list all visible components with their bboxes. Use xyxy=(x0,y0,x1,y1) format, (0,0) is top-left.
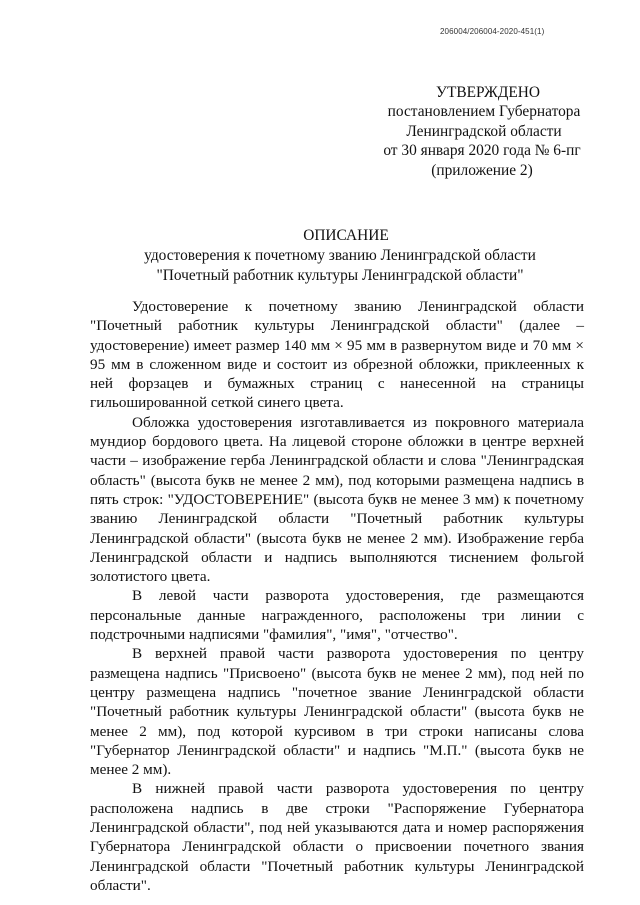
approval-line: Ленинградской области xyxy=(406,122,562,140)
document-heading xyxy=(90,226,590,285)
document-body xyxy=(90,297,584,895)
body-paragraph: В левой части разворота удостоверения, где размещаются персональные данные награжденного, расположены три линии с подстрочными надписями "фамилия", "имя", "отчество". xyxy=(90,587,584,644)
body-paragraph: Обложка удостоверения изготавливается из покровного материала мундиор бордового цвета. На лицевой стороне обложки в центре верхней части – изображение герба Ленинградской области и слова "Ленинградская область" (высота букв не менее 2 мм), под которыми размещена надпись в пять строк: "УДОСТОВЕРЕНИЕ" (высота букв не менее 3 мм) к почетному званию Ленинградской области "Почетный работник культуры Ленинградской области" (высота букв не менее 2 мм). Изображение герба Ленинградской области и надпись выполняются тиснением фольгой золотистого цвета. xyxy=(90,413,584,586)
approval-block xyxy=(366,83,586,180)
body-paragraph: Удостоверение к почетному званию Ленинградской области "Почетный работник культуры Ленинградской области" (далее – удостоверение) имеет размер 140 мм × 95 мм в развернутом виде и 70 мм × 95 мм в сложенном виде и состоит из обрезной обложки, приклеенных к ней форзацев и бумажных страниц с нанесенной на страницы гильошированной сеткой синего цвета. xyxy=(90,298,584,412)
approval-title: УТВЕРЖДЕНО xyxy=(436,84,540,101)
document-subtitle: удостоверения к почетному званию Ленинградской области xyxy=(144,247,536,265)
body-paragraph: В нижней правой части разворота удостоверения по центру расположена надпись в две строки "Распоряжение Губернатора Ленинградской области", под ней указываются дата и номер распоряжения Губернатора Ленинградской области о присвоении почетного звания Ленинградской области "Почетный работник культуры Ленинградской области". xyxy=(90,780,584,894)
document-title: ОПИСАНИЕ xyxy=(303,227,389,244)
approval-line: постановлением Губернатора xyxy=(387,103,581,121)
approval-line: (приложение 2) xyxy=(431,161,533,179)
approval-line: от 30 января 2020 года № 6-пг xyxy=(383,142,581,160)
body-paragraph: В верхней правой части разворота удостоверения по центру размещена надпись "Присвоено" (высота букв не менее 2 мм), под ней по центру размещена надпись "почетное звание Ленинградской области "Почетный работник культуры Ленинградской области" (высота букв не менее 2 мм), под которой курсивом в три строки написаны слова "Губернатор Ленинградской области" и надпись "М.П." (высота букв не менее 2 мм). xyxy=(90,645,584,779)
document-subtitle: "Почетный работник культуры Ленинградской области" xyxy=(156,266,524,284)
document-id: 206004/206004-2020-451(1) xyxy=(440,27,545,36)
